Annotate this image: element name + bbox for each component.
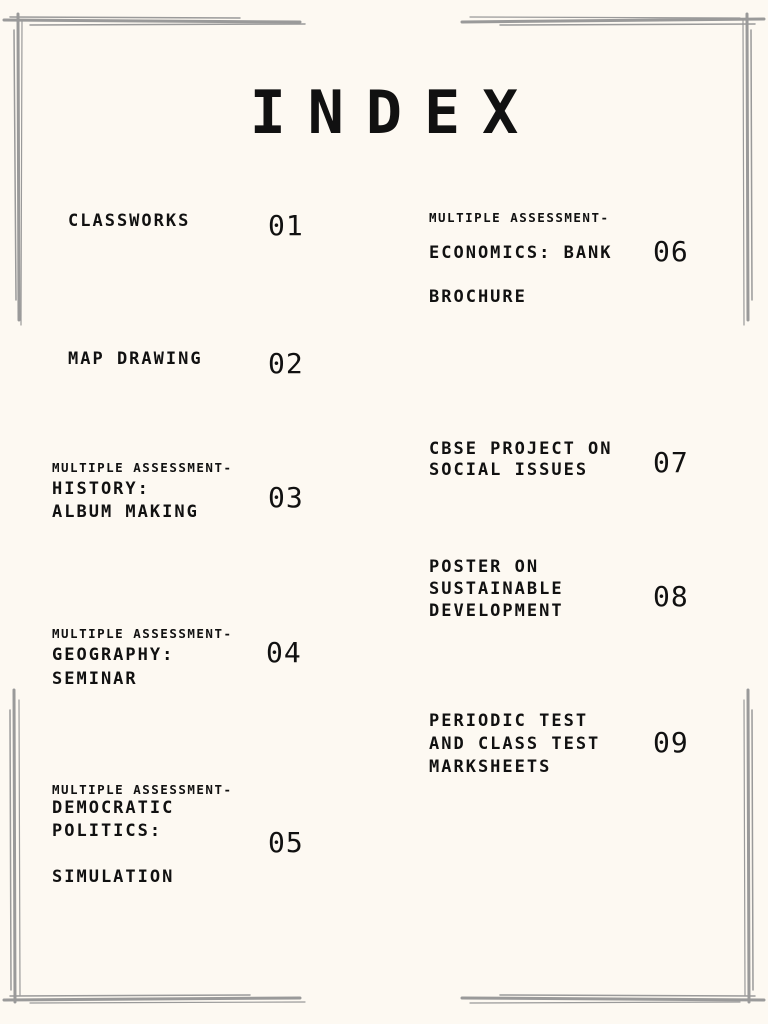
entry-label: DEMOCRATIC bbox=[52, 798, 175, 818]
entry-label: PERIODIC TEST bbox=[429, 711, 589, 731]
entry-number: 02 bbox=[268, 347, 304, 380]
entry-prefix: MULTIPLE ASSESSMENT- bbox=[52, 626, 233, 641]
entry-number: 06 bbox=[653, 235, 689, 268]
entry-label: CBSE PROJECT ON bbox=[429, 439, 613, 459]
entry-number: 05 bbox=[268, 826, 304, 859]
entry-label: CLASSWORKS bbox=[68, 211, 191, 231]
entry-number: 01 bbox=[268, 209, 304, 242]
entry-label: POLITICS: bbox=[52, 821, 163, 841]
entry-label: POSTER ON bbox=[429, 557, 540, 577]
entry-label: ALBUM MAKING bbox=[52, 502, 199, 522]
entry-label: GEOGRAPHY: bbox=[52, 645, 175, 665]
entry-number: 08 bbox=[653, 580, 689, 613]
entry-number: 04 bbox=[266, 636, 302, 669]
entry-number: 09 bbox=[653, 726, 689, 759]
entry-label: SUSTAINABLE bbox=[429, 579, 564, 599]
entry-label: HISTORY: bbox=[52, 479, 150, 499]
page-title: INDEX bbox=[249, 78, 541, 148]
entry-prefix: MULTIPLE ASSESSMENT- bbox=[52, 782, 233, 797]
entry-label: MAP DRAWING bbox=[68, 349, 203, 369]
entry-label: DEVELOPMENT bbox=[429, 601, 564, 621]
entry-prefix: MULTIPLE ASSESSMENT- bbox=[52, 460, 233, 475]
entry-label: SIMULATION bbox=[52, 867, 175, 887]
entry-label: SEMINAR bbox=[52, 669, 138, 689]
entry-number: 07 bbox=[653, 446, 689, 479]
entry-label: AND CLASS TEST bbox=[429, 734, 601, 754]
entry-label: BROCHURE bbox=[429, 287, 527, 307]
entry-label: ECONOMICS: BANK bbox=[429, 243, 613, 263]
entry-label: MARKSHEETS bbox=[429, 757, 552, 777]
entry-label: SOCIAL ISSUES bbox=[429, 460, 589, 480]
entry-prefix: MULTIPLE ASSESSMENT- bbox=[429, 210, 610, 225]
entry-number: 03 bbox=[268, 481, 304, 514]
